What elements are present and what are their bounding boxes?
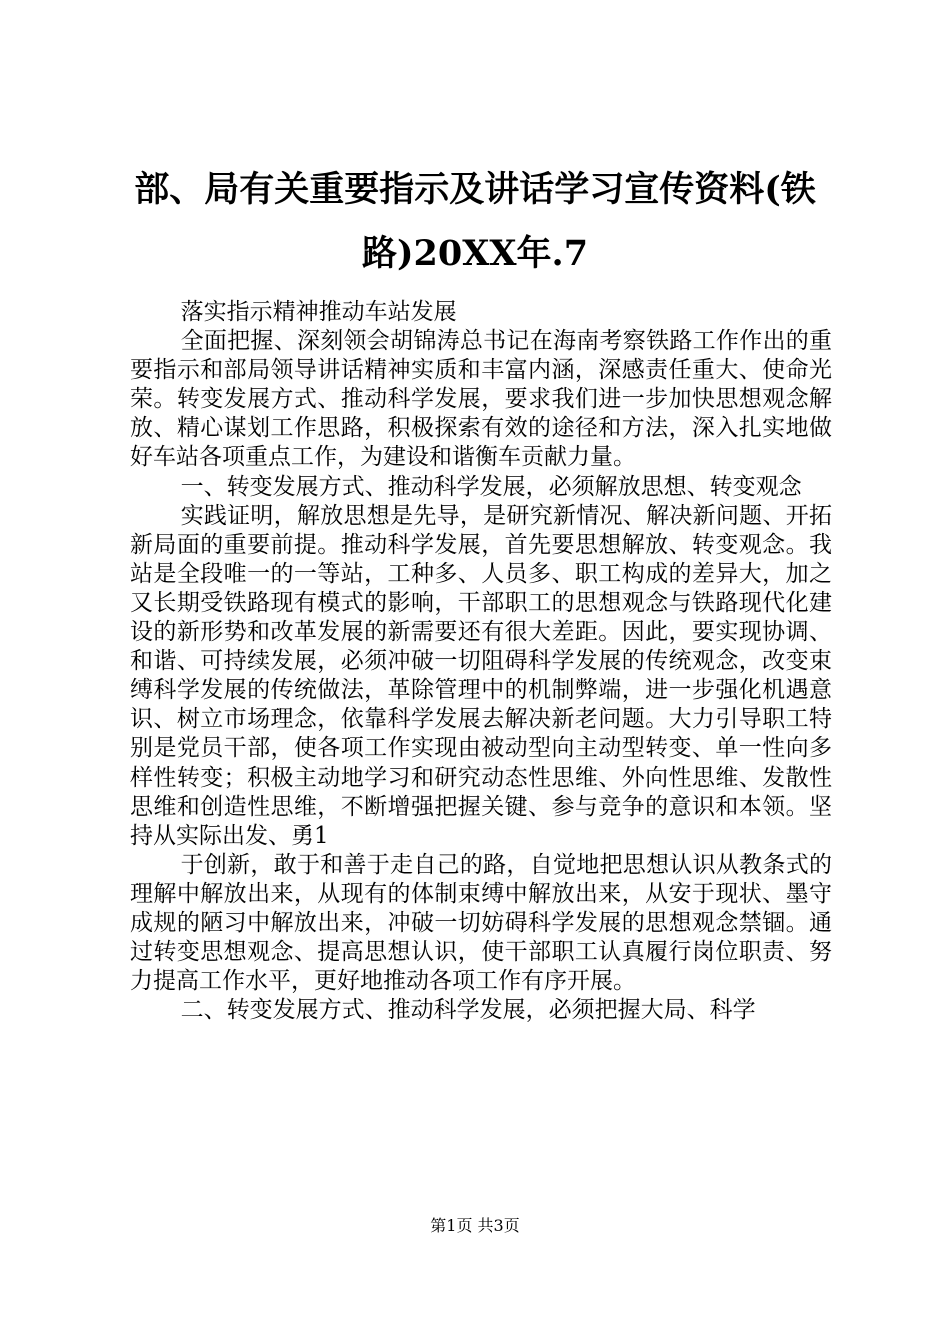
section-heading: 落实指示精神推动车站发展 (180, 299, 457, 325)
page-number: 第1页 共3页 (430, 1216, 520, 1235)
section-heading: 一、转变发展方式、推动科学发展，必须解放思想、转变观念 (180, 473, 802, 500)
body-paragraph: 实践证明，解放思想是先导，是研究新情况、解决新问题、开拓新局面的重要前提。推动科学发展，首先要思想解放、转变观念。我站是全段唯一的一等站，工种多、人员多、职工构成的差异大，加之又长期受铁路现有模式的影响，干部职工的思想观念与铁路现代化建设的新形势和改革发展的新需要还有很大差距。因此，要实现协调、和谐、可持续发展，必须冲破一切阻碍科学发展的传统观念，改变束缚科学发展的传统做法，革除管理中的机制弊端，进一步强化机遇意识、树立市场理念，依靠科学发展去解决新老问题。大力引导职工特别是党员干部，使各项工作实现由被动型向主动型转变、单一性向多样性转变；积极主动地学习和研究动态性思维、外向性思维、发散性思维和创造性思维，不断增强把握关键、参与竞争的意识和本领。坚持从实际出发、勇1 (130, 502, 832, 849)
section-heading: 二、转变发展方式、推动科学发展，必须把握大局、科学 (180, 997, 756, 1024)
body-paragraph: 于创新，敢于和善于走自己的路，自觉地把思想认识从教条式的理解中解放出来，从现有的体制束缚中解放出来，从安于现状、墨守成规的陋习中解放出来，冲破一切妨碍科学发展的思想观念禁锢。通过转变思想观念、提高思想认识，使干部职工认真履行岗位职责、努力提高工作水平，更好地推动各项工作有序开展。 (130, 851, 832, 995)
body-paragraph: 全面把握、深刻领会胡锦涛总书记在海南考察铁路工作作出的重要指示和部局领导讲话精神实质和丰富内涵，深感责任重大、使命光荣。转变发展方式、推动科学发展，要求我们进一步加快思想观念解放、精心谋划工作思路，积极探索有效的途径和方法，深入扎实地做好车站各项重点工作，为建设和谐衡车贡献力量。 (130, 328, 832, 471)
document-body (130, 298, 832, 1025)
document-title: 部、局有关重要指示及讲话学习宣传资料(铁路)20XX年.7 (134, 169, 816, 274)
